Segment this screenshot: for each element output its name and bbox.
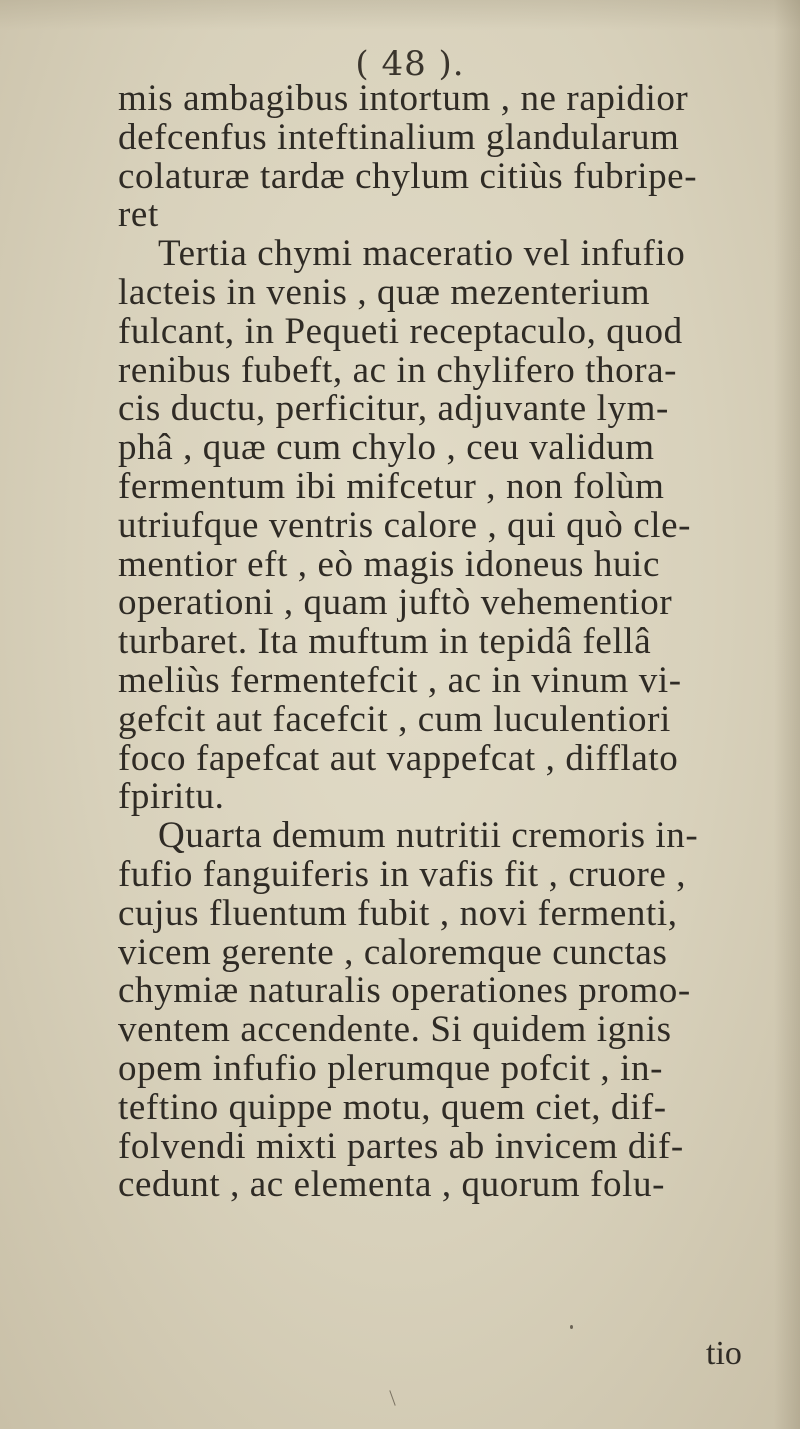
text-line: operationi , quam juftò vehementior <box>118 582 673 624</box>
text-line: folvendi mixti partes ab invicem dif- <box>118 1125 684 1167</box>
catchword: tio <box>706 1335 742 1372</box>
text-line: ret <box>118 194 159 236</box>
text-line: meliùs fermentefcit , ac in vinum vi- <box>118 659 682 701</box>
text-line: fufio fanguiferis in vafis fit , cruore , <box>118 853 687 895</box>
text-line: defcenfus inteftinalium glandularum <box>118 116 680 158</box>
text-line: chymiæ naturalis operationes promo- <box>118 970 691 1012</box>
text-line: ventem accendente. Si quidem ignis <box>118 1009 672 1051</box>
paper-speck <box>570 1325 573 1329</box>
paragraph-start-line: Tertia chymi maceratio vel infufio <box>158 233 686 275</box>
text-line: fpiritu. <box>118 776 225 818</box>
text-line: mentior eft , eò magis idoneus huic <box>118 543 660 585</box>
page-top-shading <box>0 0 800 30</box>
text-line: opem infufio plerumque pofcit , in- <box>118 1047 664 1089</box>
text-line: turbaret. Ita muftum in tepidâ fellâ <box>118 621 652 663</box>
text-line: phâ , quæ cum chylo , ceu validum <box>118 427 655 469</box>
text-line: utriufque ventris calore , qui quò cle- <box>118 504 692 546</box>
text-line: cis ductu, perficitur, adjuvante lym- <box>118 388 669 430</box>
text-line: cujus fluentum fubit , novi fermenti, <box>118 892 678 934</box>
body-text <box>118 80 778 1205</box>
text-line: cedunt , ac elementa , quorum folu- <box>118 1164 666 1206</box>
text-line: renibus fubeft, ac in chylifero thora- <box>118 349 678 391</box>
paper-mark <box>389 1390 395 1405</box>
text-line: teftino quippe motu, quem ciet, dif- <box>118 1086 667 1128</box>
text-line: foco fapefcat aut vappefcat , difflato <box>118 737 679 779</box>
text-line: lacteis in venis , quæ mezenterium <box>118 271 651 313</box>
page-number-header: ( 48 ). <box>355 44 465 84</box>
paragraph-start-line: Quarta demum nutritii cremoris in- <box>158 815 699 857</box>
text-line: gefcit aut facefcit , cum luculentiori <box>118 698 671 740</box>
text-line: vicem gerente , caloremque cunctas <box>118 931 668 973</box>
text-line: fermentum ibi mifcetur , non folùm <box>118 465 665 507</box>
text-line: colaturæ tardæ chylum citiùs fubripe- <box>118 155 698 197</box>
text-line: fulcant, in Pequeti receptaculo, quod <box>118 310 683 352</box>
text-line: mis ambagibus intortum , ne rapidior <box>118 78 689 119</box>
